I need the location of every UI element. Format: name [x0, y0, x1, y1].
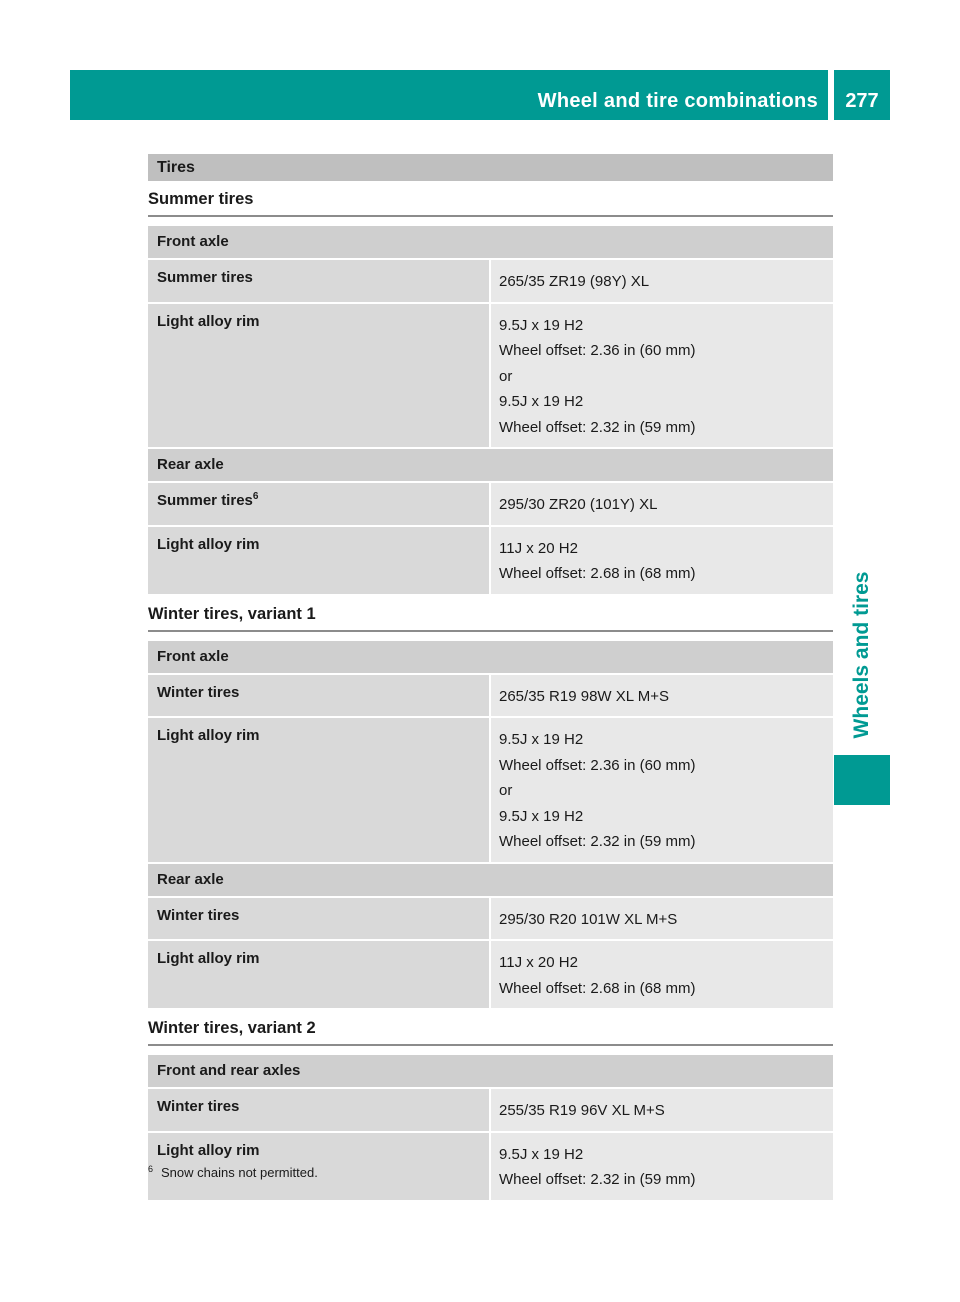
spec-label: Light alloy rim	[157, 312, 260, 330]
side-tab	[834, 560, 890, 750]
spec-label-cell	[148, 526, 490, 595]
side-tab-block	[834, 755, 890, 805]
spec-value-cell	[490, 940, 833, 1009]
spec-label: Summer tires	[157, 492, 253, 509]
spec-label: Summer tires	[157, 269, 253, 286]
axle-group-label: Front axle	[148, 226, 833, 259]
section-title: Winter tires, variant 2	[148, 1019, 833, 1046]
tire-sections	[148, 190, 833, 1202]
spec-value-cell	[490, 897, 833, 941]
spec-label: Winter tires	[157, 1098, 240, 1115]
spec-value-cell	[490, 259, 833, 303]
spec-row	[148, 717, 833, 863]
spec-value-cell	[490, 1132, 833, 1201]
spec-row	[148, 482, 833, 526]
spec-label-cell	[148, 482, 490, 526]
spec-value-line: Wheel offset: 2.68 in (68 mm)	[499, 565, 696, 582]
spec-label: Light alloy rim	[157, 950, 260, 967]
page-content	[148, 154, 833, 1202]
page-number: 277	[834, 70, 890, 120]
spec-value-line: Wheel offset: 2.32 in (59 mm)	[499, 418, 696, 436]
spec-label: Light alloy rim	[157, 1141, 260, 1159]
spec-value-line: 265/35 ZR19 (98Y) XL	[499, 273, 650, 290]
spec-row	[148, 259, 833, 303]
header-bar	[70, 70, 828, 120]
spec-value-cell	[490, 674, 833, 718]
spec-value-line: 9.5J x 19 H2	[499, 807, 584, 825]
spec-value-line: 265/35 R19 98W XL M+S	[499, 687, 669, 705]
spec-value-line: 295/30 ZR20 (101Y) XL	[499, 496, 658, 513]
axle-group-row	[148, 226, 833, 259]
spec-label-cell	[148, 303, 490, 449]
spec-value-line: or	[499, 367, 513, 385]
spec-row	[148, 940, 833, 1009]
spec-label: Winter tires	[157, 906, 240, 924]
footnote-text: Snow chains not permitted.	[161, 1165, 318, 1180]
spec-label-cell	[148, 940, 490, 1009]
spec-value-line: Wheel offset: 2.36 in (60 mm)	[499, 756, 696, 774]
spec-table	[148, 226, 833, 596]
spec-value-cell	[490, 303, 833, 449]
axle-group-label: Rear axle	[148, 863, 833, 897]
spec-value-line: 11J x 20 H2	[499, 954, 578, 971]
spec-row	[148, 897, 833, 941]
spec-value-line: 11J x 20 H2	[499, 539, 578, 557]
footnote	[148, 1165, 318, 1180]
spec-value-cell	[490, 717, 833, 863]
spec-label: Light alloy rim	[157, 535, 260, 553]
spec-label-cell	[148, 259, 490, 303]
spec-value-line: or	[499, 782, 513, 799]
spec-label: Light alloy rim	[157, 727, 260, 744]
spec-label-cell	[148, 1088, 490, 1132]
spec-row	[148, 674, 833, 718]
spec-value-line: 255/35 R19 96V XL M+S	[499, 1102, 665, 1119]
section-title: Winter tires, variant 1	[148, 605, 833, 632]
spec-value-cell	[490, 526, 833, 595]
axle-group-row	[148, 1055, 833, 1088]
spec-label-cell	[148, 717, 490, 863]
spec-value-line: 295/30 R20 101W XL M+S	[499, 910, 678, 928]
tires-heading: Tires	[148, 154, 833, 181]
footnote-number: 6	[148, 1163, 154, 1174]
spec-value-line: Wheel offset: 2.68 in (68 mm)	[499, 979, 696, 997]
spec-value-line: 9.5J x 19 H2	[499, 393, 584, 410]
chapter-title: Wheel and tire combinations	[537, 90, 818, 112]
spec-value-line: Wheel offset: 2.32 in (59 mm)	[499, 833, 696, 850]
spec-value-line: 9.5J x 19 H2	[499, 316, 584, 334]
spec-row	[148, 1088, 833, 1132]
axle-group-label: Front and rear axles	[148, 1055, 833, 1088]
section-title: Summer tires	[148, 190, 833, 217]
spec-value-line: 9.5J x 19 H2	[499, 1145, 584, 1163]
spec-value-cell	[490, 482, 833, 526]
spec-value-cell	[490, 1088, 833, 1132]
spec-table	[148, 641, 833, 1011]
side-tab-label: Wheels and tires	[850, 571, 873, 739]
spec-value-line: 9.5J x 19 H2	[499, 731, 584, 748]
spec-label-cell	[148, 897, 490, 941]
axle-group-label: Rear axle	[148, 448, 833, 482]
spec-row	[148, 526, 833, 595]
footnote-ref: 6	[252, 491, 259, 502]
axle-group-row	[148, 641, 833, 674]
axle-group-row	[148, 448, 833, 482]
spec-row	[148, 303, 833, 449]
spec-label: Winter tires	[157, 683, 240, 701]
axle-group-row	[148, 863, 833, 897]
spec-value-line: Wheel offset: 2.36 in (60 mm)	[499, 342, 696, 359]
spec-value-line: Wheel offset: 2.32 in (59 mm)	[499, 1171, 696, 1188]
spec-label-cell	[148, 674, 490, 718]
axle-group-label: Front axle	[148, 641, 833, 674]
